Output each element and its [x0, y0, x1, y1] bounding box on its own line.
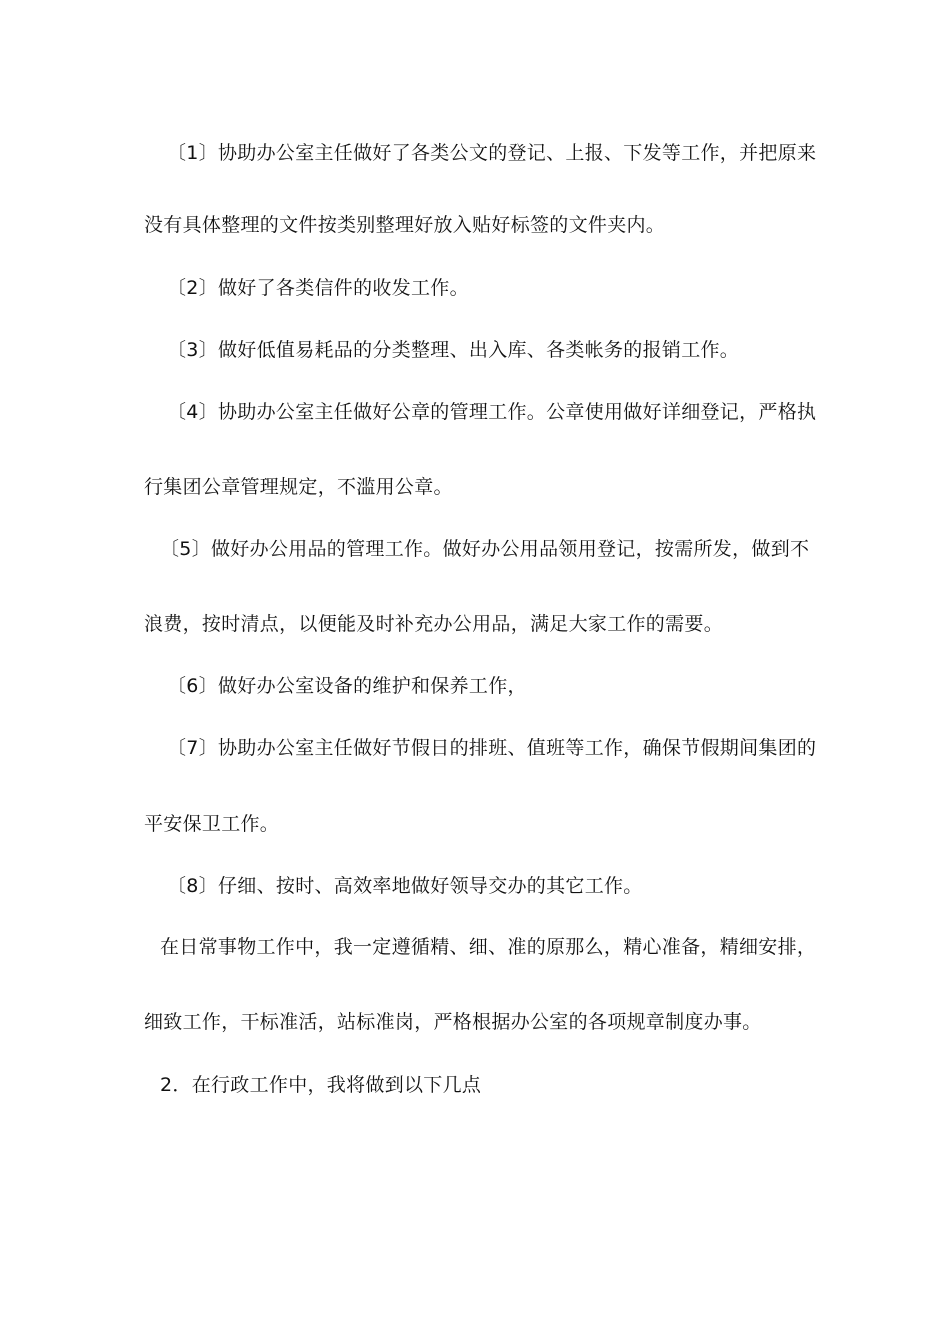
paragraph-line-10: 〔7〕协助办公室主任做好节假日的排班、值班等工作，确保节假期间集团的	[167, 737, 817, 759]
paragraph-line-13: 在日常事物工作中，我一定遵循精、细、准的原那么，精心准备，精细安排，	[160, 936, 817, 958]
paragraph-line-7: 〔5〕做好办公用品的管理工作。做好办公用品领用登记，按需所发，做到不	[160, 538, 810, 560]
paragraph-line-3: 〔2〕做好了各类信件的收发工作。	[167, 277, 469, 299]
paragraph-line-9: 〔6〕做好办公室设备的维护和保养工作，	[167, 675, 527, 697]
section-heading-2: 2．在行政工作中，我将做到以下几点	[160, 1074, 482, 1096]
paragraph-line-2: 没有具体整理的文件按类别整理好放入贴好标签的文件夹内。	[144, 214, 666, 236]
paragraph-line-11: 平安保卫工作。	[144, 813, 280, 835]
paragraph-line-8: 浪费，按时清点，以便能及时补充办公用品，满足大家工作的需要。	[144, 613, 724, 635]
paragraph-line-14: 细致工作，干标准活，站标准岗，严格根据办公室的各项规章制度办事。	[144, 1011, 762, 1033]
paragraph-line-12: 〔8〕仔细、按时、高效率地做好领导交办的其它工作。	[167, 875, 643, 897]
paragraph-line-6: 行集团公章管理规定，不滥用公章。	[144, 476, 453, 498]
paragraph-line-4: 〔3〕做好低值易耗品的分类整理、出入库、各类帐务的报销工作。	[167, 339, 740, 361]
paragraph-line-1: 〔1〕协助办公室主任做好了各类公文的登记、上报、下发等工作，并把原来	[167, 142, 817, 164]
paragraph-line-5: 〔4〕协助办公室主任做好公章的管理工作。公章使用做好详细登记，严格执	[167, 401, 817, 423]
